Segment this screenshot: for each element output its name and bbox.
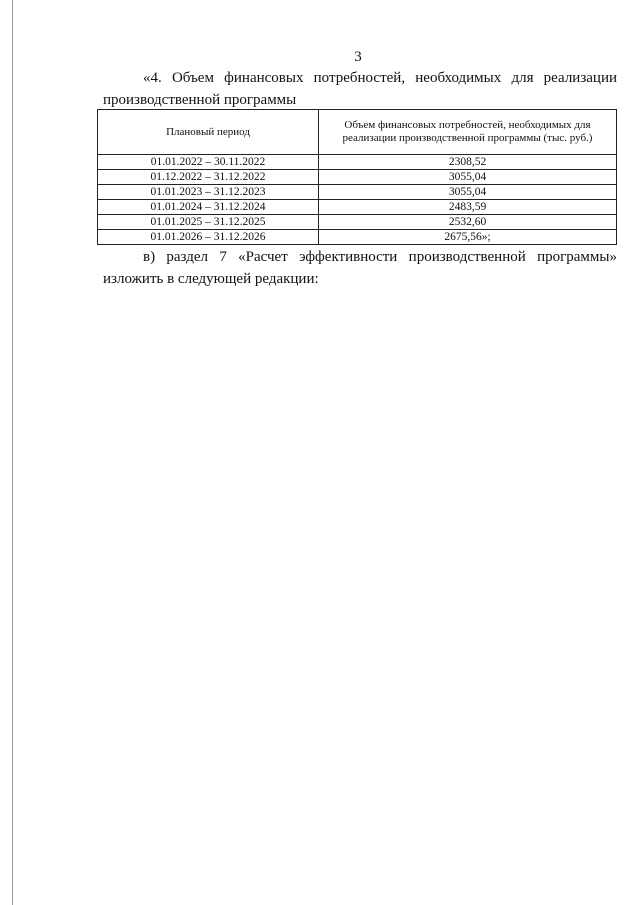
table-row: [98, 155, 617, 170]
table-header-row: [98, 110, 617, 155]
financial-needs-table: [97, 109, 617, 245]
amount-cell: 2308,52: [319, 155, 617, 170]
amount-cell: 2675,56»;: [319, 230, 617, 245]
amount-cell: 3055,04: [319, 185, 617, 200]
section-heading-line-2: производственной программы: [103, 92, 297, 108]
amount-cell: 3055,04: [319, 170, 617, 185]
section-heading: [103, 67, 617, 111]
amount-cell: 2532,60: [319, 215, 617, 230]
amendment-paragraph-line-2: изложить в следующей редакции:: [103, 271, 319, 287]
amendment-paragraph: [103, 246, 617, 290]
period-cell: 01.01.2022 – 30.11.2022: [98, 155, 319, 170]
header-planned-period: Плановый период: [98, 110, 319, 155]
section-heading-line-1: «4. Объем финансовых потребностей, необходимых для реализации: [143, 70, 617, 86]
table-row: [98, 170, 617, 185]
table-row: [98, 215, 617, 230]
period-cell: 01.01.2026 – 31.12.2026: [98, 230, 319, 245]
period-cell: 01.01.2024 – 31.12.2024: [98, 200, 319, 215]
header-financial-volume: Объем финансовых потребностей, необходимых для реализации производственной программы (тыс. руб.): [319, 110, 617, 155]
amount-cell: 2483,59: [319, 200, 617, 215]
period-cell: 01.12.2022 – 31.12.2022: [98, 170, 319, 185]
table-row: [98, 230, 617, 245]
page-left-edge: [12, 0, 13, 905]
period-cell: 01.01.2023 – 31.12.2023: [98, 185, 319, 200]
table-row: [98, 200, 617, 215]
page-number: 3: [354, 49, 362, 65]
period-cell: 01.01.2025 – 31.12.2025: [98, 215, 319, 230]
table-row: [98, 185, 617, 200]
amendment-paragraph-line-1: в) раздел 7 «Расчет эффективности производственной программы»: [143, 249, 617, 265]
